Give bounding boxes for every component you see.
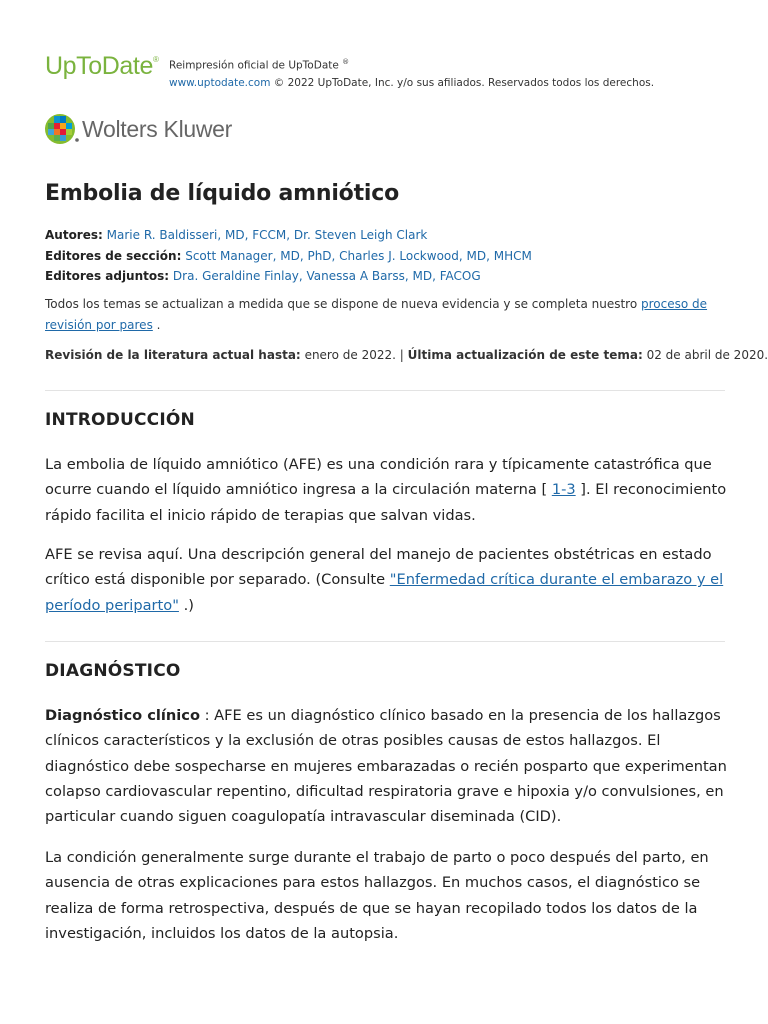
peer-review-link[interactable]: proceso de revisión por pares — [45, 297, 708, 332]
section-editors-label: Editores de sección — [45, 248, 177, 263]
intro-paragraph-2: AFE se revisa aquí. Una descripción general del manejo de pacientes obstétricas en estado crítico está disponible por separado. (Consulte "Enfermedad crítica durante el embarazo y el período periparto" .) — [45, 546, 724, 614]
section-editors-line: Editores de sección: Scott Manager, MD, PhD, Charles J. Lockwood, MD, MHCM — [45, 248, 532, 263]
authors-line: Autores: Marie R. Baldisseri, MD, FCCM, Dr. Steven Leigh Clark — [45, 228, 428, 242]
article-title: Embolia de líquido amniótico — [45, 181, 399, 206]
clinical-diagnosis-label: Diagnóstico clínico — [45, 707, 200, 724]
registered-mark: ® — [342, 58, 350, 66]
section-divider — [45, 641, 725, 642]
critical-illness-topic-link[interactable]: "Enfermedad crítica durante el embarazo y el período periparto" — [45, 571, 724, 614]
review-label: Revisión de la literatura actual hasta — [45, 348, 296, 362]
intro-paragraph-1: La embolia de líquido amniótico (AFE) es una condición rara y típicamente catastrófica que ocurre cuando el líquido amniótico ingresa a la circulación materna [ 1-3 ]. El reconocimiento rápido facilita el inicio rápido de terapias que salvan vidas. — [45, 456, 727, 524]
reprint-notice — [169, 54, 654, 92]
wolters-kluwer-wordmark: Wolters Kluwer — [82, 116, 233, 142]
uptodate-logo: UpToDate® — [45, 52, 159, 80]
intro-heading: INTRODUCCIÓN — [45, 410, 195, 430]
reprint-header — [45, 50, 735, 90]
copyright-text: © 2022 UpToDate, Inc. y/o sus afiliados. Reservados todos los derechos. — [273, 76, 655, 89]
deputy-editors-links[interactable]: Dra. Geraldine Finlay, Vanessa A Barss, MD, FACOG — [172, 269, 481, 283]
section-divider — [45, 390, 725, 391]
uptodate-site-link[interactable]: www.uptodate.com — [169, 76, 271, 89]
update-notice: Todos los temas se actualizan a medida que se dispone de nueva evidencia y se completa nuestro proceso de revisión por pares . — [45, 297, 708, 332]
authors-links[interactable]: Marie R. Baldisseri, MD, FCCM, Dr. Steven Leigh Clark — [106, 228, 428, 242]
diagnosis-paragraph-2: La condición generalmente surge durante el trabajo de parto o poco después del parto, en ausencia de otras explicaciones para estos hallazgos. En muchos casos, el diagnóstico se realiza de forma retrospectiva, después de que se hayan recopilado todos los datos de la investigación, incluidos los datos de la autopsia. — [45, 849, 709, 942]
reference-link-1-3[interactable]: 1-3 — [551, 481, 576, 499]
authors-label: Autores — [45, 228, 99, 242]
reprint-label: Reimpresión oficial de UpToDate — [169, 59, 339, 72]
deputy-editors-line: Editores adjuntos: Dra. Geraldine Finlay, Vanessa A Barss, MD, FACOG — [45, 269, 481, 283]
wolters-kluwer-mosaic-icon — [45, 113, 79, 147]
updated-label: Última actualización de este tema — [407, 348, 638, 362]
updated-value: 02 de abril de 2020. — [646, 348, 768, 362]
review-dates: Revisión de la literatura actual hasta: enero de 2022. | Última actualización de este tema: 02 de abril de 2020. — [45, 348, 768, 362]
date-separator: | — [399, 348, 404, 362]
section-editors-links[interactable]: Scott Manager, MD, PhD, Charles J. Lockwood, MD, MHCM — [185, 248, 532, 263]
deputy-editors-label: Editores adjuntos — [45, 269, 165, 283]
review-value: enero de 2022. — [304, 348, 396, 362]
diagnosis-paragraph-1: Diagnóstico clínico : AFE es un diagnóstico clínico basado en la presencia de los hallazgos clínicos característicos y la exclusión de otras posibles causas de estos hallazgos. El diagnóstico debe sospecharse en mujeres embarazadas o recién posparto que experimentan colapso cardiovascular repentino, dificultad respiratoria grave e hipoxia y/o convulsiones, en particular cuando siguen coagulopatía intravascular diseminada (CID). — [45, 707, 727, 826]
article-credits — [45, 225, 735, 287]
diagnosis-heading: DIAGNÓSTICO — [45, 661, 181, 681]
